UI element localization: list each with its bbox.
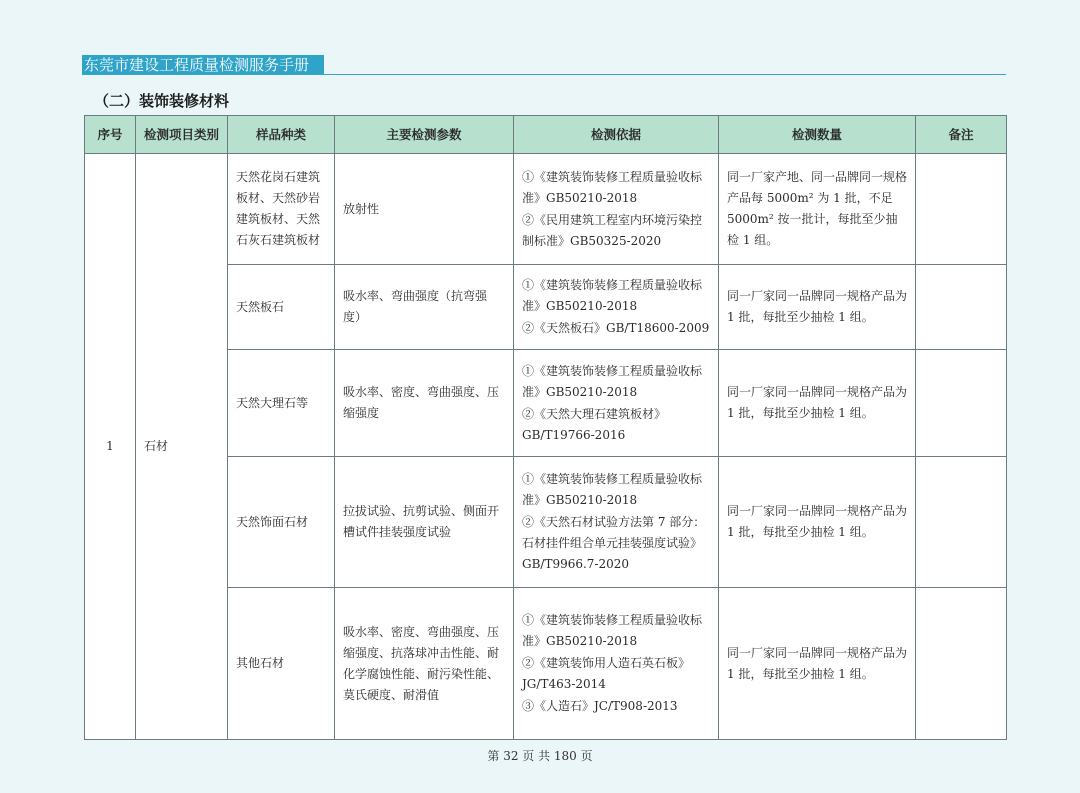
basis-standard: ①《建筑装饰装修工程质量验收标准》GB50210-2018 <box>522 278 703 313</box>
basis-standard: ①《建筑装饰装修工程质量验收标准》GB50210-2018 <box>522 613 703 648</box>
test-basis <box>514 350 719 457</box>
test-params: 吸水率、密度、弯曲强度、压缩强度 <box>335 350 514 457</box>
test-params: 放射性 <box>335 154 514 265</box>
basis-standard: ②《天然大理石建筑板材》GB/T19766-2016 <box>522 406 667 442</box>
col-header-basis: 检测依据 <box>514 116 719 154</box>
col-header-category: 检测项目类别 <box>136 116 228 154</box>
table-row <box>85 154 1007 265</box>
sample-type: 天然大理石等 <box>228 350 335 457</box>
basis-standard: ②《天然石材试验方法第 7 部分：石材挂件组合单元挂装强度试验》GB/T9966.7-2020 <box>522 515 706 571</box>
basis-standard: ①《建筑装饰装修工程质量验收标准》GB50210-2018 <box>522 472 703 507</box>
section-title: （二）装饰装修材料 <box>94 92 230 110</box>
col-header-sample: 样品种类 <box>228 116 335 154</box>
note-cell <box>916 457 1007 588</box>
group-category: 石材 <box>136 154 228 740</box>
test-basis <box>514 457 719 588</box>
col-header-params: 主要检测参数 <box>335 116 514 154</box>
table-header-row <box>85 116 1007 154</box>
test-quantity: 同一厂家同一品牌同一规格产品为 1 批，每批至少抽检 1 组。 <box>719 457 916 588</box>
sample-type: 天然花岗石建筑板材、天然砂岩建筑板材、天然石灰石建筑板材 <box>228 154 335 265</box>
basis-standard: ①《建筑装饰装修工程质量验收标准》GB50210-2018 <box>522 169 703 205</box>
page-number: 第 32 页 共 180 页 <box>487 749 593 763</box>
basis-standard: ②《建筑装饰用人造石英石板》JG/T463-2014 <box>522 656 691 691</box>
col-header-note: 备注 <box>916 116 1007 154</box>
note-cell <box>916 154 1007 265</box>
test-params: 吸水率、密度、弯曲强度、压缩强度、抗落球冲击性能、耐化学腐蚀性能、耐污染性能、莫氏硬度、耐滑值 <box>335 588 514 740</box>
test-quantity: 同一厂家同一品牌同一规格产品为 1 批，每批至少抽检 1 组。 <box>719 588 916 740</box>
note-cell <box>916 265 1007 350</box>
col-header-no: 序号 <box>85 116 136 154</box>
test-basis <box>514 154 719 265</box>
basis-standard: ③《人造石》JC/T908-2013 <box>522 699 678 713</box>
manual-title: 东莞市建设工程质量检测服务手册 <box>82 55 324 75</box>
sample-type: 天然板石 <box>228 265 335 350</box>
col-header-quantity: 检测数量 <box>719 116 916 154</box>
group-number: 1 <box>85 154 136 740</box>
note-cell <box>916 350 1007 457</box>
test-params: 拉拔试验、抗剪试验、侧面开槽试件挂装强度试验 <box>335 457 514 588</box>
basis-standard: ②《民用建筑工程室内环境污染控制标准》GB50325-2020 <box>522 212 703 248</box>
test-basis <box>514 265 719 350</box>
test-quantity: 同一厂家产地、同一品牌同一规格产品每 5000m² 为 1 批，不足 5000m² 按一批计，每批至少抽检 1 组。 <box>719 154 916 265</box>
basis-standard: ②《天然板石》GB/T18600-2009 <box>522 321 710 335</box>
sample-type: 其他石材 <box>228 588 335 740</box>
header-rule <box>82 74 1006 75</box>
note-cell <box>916 588 1007 740</box>
test-params: 吸水率、弯曲强度（抗弯强度） <box>335 265 514 350</box>
basis-standard: ①《建筑装饰装修工程质量验收标准》GB50210-2018 <box>522 363 703 399</box>
sample-type: 天然饰面石材 <box>228 457 335 588</box>
testing-spec-table <box>84 115 1007 740</box>
test-quantity: 同一厂家同一品牌同一规格产品为 1 批，每批至少抽检 1 组。 <box>719 265 916 350</box>
test-basis <box>514 588 719 740</box>
test-quantity: 同一厂家同一品牌同一规格产品为 1 批，每批至少抽检 1 组。 <box>719 350 916 457</box>
